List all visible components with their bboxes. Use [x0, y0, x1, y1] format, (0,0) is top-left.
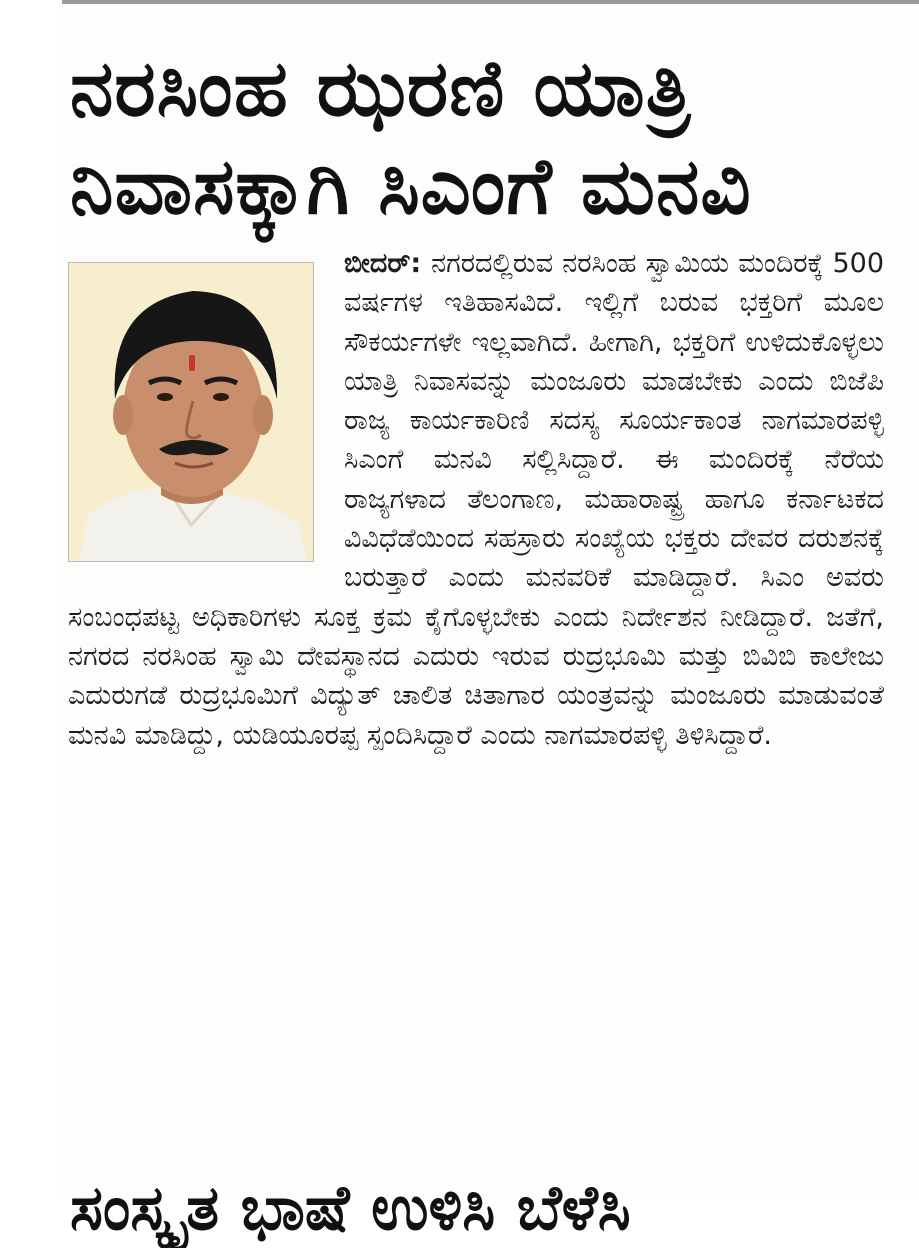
- headline-line-1: ನರಸಿಂಹ ಝರಣಿ ಯಾತ್ರಿ: [70, 44, 692, 134]
- article-headline: [70, 40, 900, 236]
- left-margin: [0, 0, 58, 1200]
- portrait-illustration: [69, 263, 313, 561]
- article-text: ನಗರದಲ್ಲಿರುವ ನರಸಿಂಹ ಸ್ವಾಮಿಯ ಮಂದಿರಕ್ಕೆ 500 ವರ್ಷಗಳ ಇತಿಹಾಸವಿದೆ. ಇಲ್ಲಿಗೆ ಬರುವ ಭಕ್ತರಿಗೆ ಮೂಲ ಸೌಕರ್ಯಗಳೇ ಇಲ್ಲವಾಗಿದೆ. ಹೀಗಾಗಿ, ಭಕ್ತರಿಗೆ ಉಳಿದುಕೊಳ್ಳಲು ಯಾತ್ರಿ ನಿವಾಸವನ್ನು ಮಂಜೂರು ಮಾಡಬೇಕು ಎಂದು ಬಿಜೆಪಿ ರಾಜ್ಯ ಕಾರ್ಯಕಾರಿಣಿ ಸದಸ್ಯ ಸೂರ್ಯಕಾಂತ ನಾಗಮಾರಪಳ್ಳಿ ಸಿಎಂಗೆ ಮನವಿ ಸಲ್ಲಿಸಿದ್ದಾರೆ. ಈ ಮಂದಿರಕ್ಕೆ ನೆರೆಯ ರಾಜ್ಯಗಳಾದ ತೆಲಂಗಾಣ, ಮಹಾರಾಷ್ಟ್ರ ಹಾಗೂ ಕರ್ನಾಟಕದ ವಿವಿಧೆಡೆಯಿಂದ ಸಹಸ್ರಾರು ಸಂಖ್ಯೆಯ ಭಕ್ತರು ದೇವರ ದರುಶನಕ್ಕೆ ಬರುತ್ತಾರೆ ಎಂದು ಮನವರಿಕೆ ಮಾಡಿದ್ದಾರೆ. ಸಿಎಂ ಅವರು ಸಂಬಂಧಪಟ್ಟ ಅಧಿಕಾರಿಗಳು ಸೂಕ್ತ ಕ್ರಮ ಕೈಗೊಳ್ಳಬೇಕು ಎಂದು ನಿರ್ದೇಶನ ನೀಡಿದ್ದಾರೆ. ಜತೆಗೆ, ನಗರದ ನರಸಿಂಹ ಸ್ವಾಮಿ ದೇವಸ್ಥಾನದ ಎದುರು ಇರುವ ರುದ್ರಭೂಮಿ ಮತ್ತು ಬಿವಿಬಿ ಕಾಲೇಜು ಎದುರುಗಡೆ ರುದ್ರಭೂಮಿಗೆ ವಿದ್ಯುತ್ ಚಾಲಿತ ಚಿತಾಗಾರ ಯಂತ್ರವನ್ನು ಮಂಜೂರು ಮಾಡುವಂತೆ ಮನವಿ ಮಾಡಿದ್ದು, ಯಡಿಯೂರಪ್ಪ ಸ್ಪಂದಿಸಿದ್ದಾರೆ ಎಂದು ನಾಗಮಾರಪಳ್ಳಿ ತಿಳಿಸಿದ್ದಾರೆ.: [68, 248, 885, 751]
- next-article-headline: ಸಂಸ್ಕೃತ ಭಾಷೆ ಉಳಿಸಿ ಬೆಳೆಸಿ: [70, 1171, 631, 1244]
- top-rule: [62, 0, 919, 4]
- article-body: [68, 244, 884, 755]
- portrait-photo-icon: [68, 262, 314, 562]
- dateline: ಬೀದರ್:: [344, 248, 432, 279]
- headline-line-2: ನಿವಾಸಕ್ಕಾಗಿ ಸಿಎಂಗೆ ಮನವಿ: [70, 142, 752, 232]
